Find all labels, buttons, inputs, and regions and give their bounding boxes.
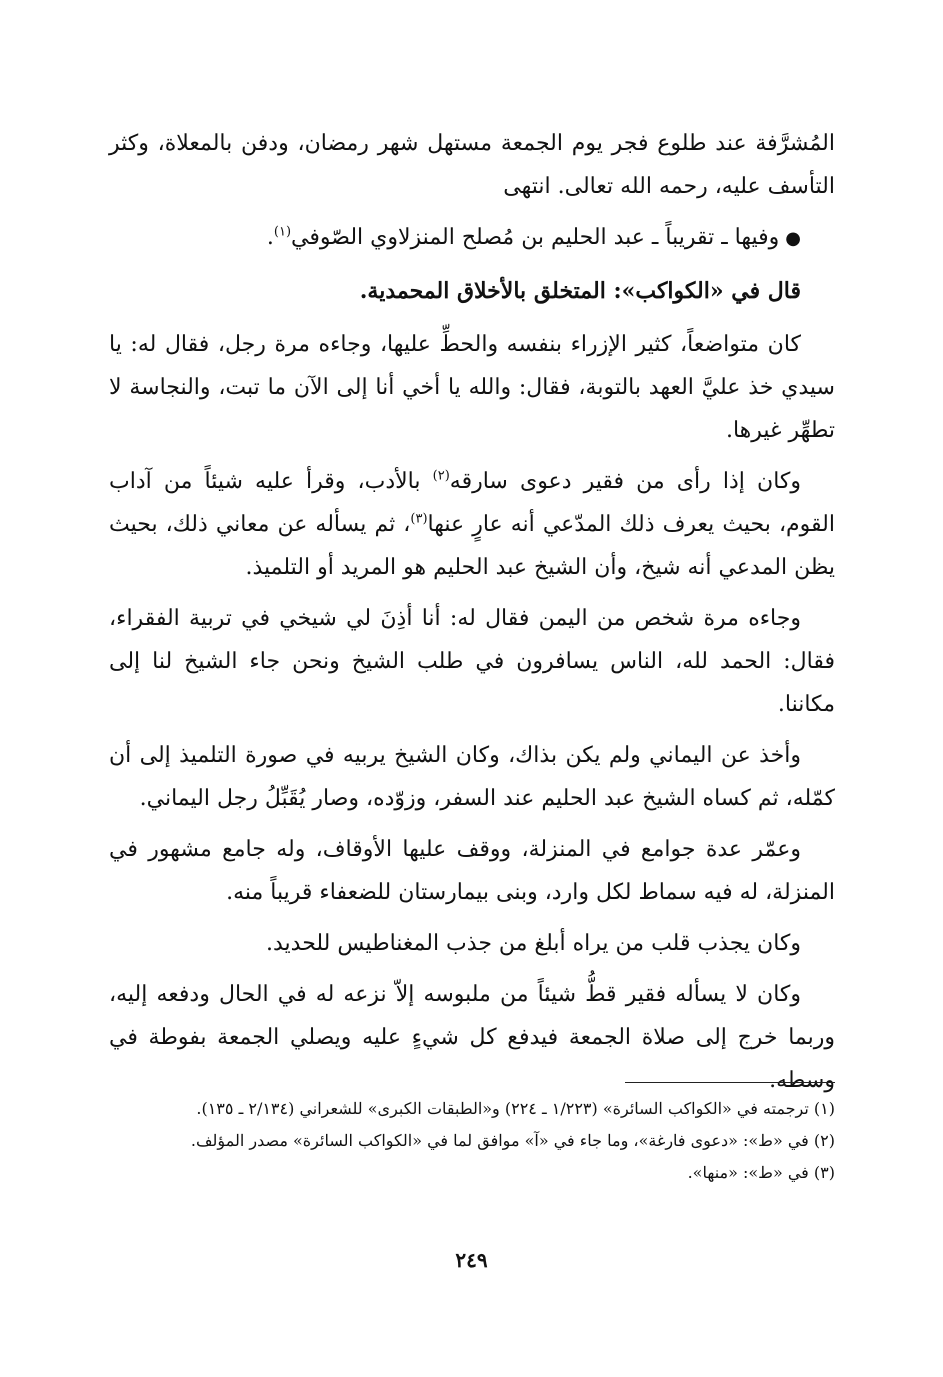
paragraph-1: المُشرَّفة عند طلوع فجر يوم الجمعة مستهل شهر رمضان، ودفن بالمعلاة، وكثر التأسف عليه، رحمه الله تعالى. انتهى [109, 131, 835, 199]
paragraph-6: وعمّر عدة جوامع في المنزلة، ووقف عليها الأوقاف، وله جامع مشهور في المنزلة، له فيه سماط لكل وارد، وبنى بيمارستان للضعفاء قريباً منه. [109, 837, 835, 905]
footnote-divider [625, 1082, 835, 1083]
footnote-2: (٢) في «ط»: «دعوى فارغة»، وما جاء في «آ» موافق لما في «الكواكب السائرة» مصدر المؤلف. [190, 1131, 835, 1150]
paragraph-4: وجاءه مرة شخص من اليمن فقال له: أنا أذِنَ لي شيخي في تربية الفقراء، فقال: الحمد لله، الناس يسافرون في طلب الشيخ ونحن جاء الشيخ لنا إلى مكاننا. [109, 606, 835, 717]
paragraph-7: وكان يجذب قلب من يراه أبلغ من جذب المغناطيس للحديد. [265, 931, 801, 956]
footnote-ref-1[interactable]: (١) [273, 224, 292, 240]
page-number: ٢٤٩ [455, 1248, 488, 1272]
footnote-3: (٣) في «ط»: «منها». [687, 1163, 835, 1182]
section-heading: قال في «الكواكب»: المتخلق بالأخلاق المحمدية. [359, 278, 801, 304]
paragraph-3 [109, 460, 835, 589]
footnote-ref-3[interactable]: (٣) [410, 511, 428, 527]
footnotes [109, 1094, 835, 1190]
paragraph-3-part-b: بالأدب، وقرأ عليه شيئاً من آداب القوم، بحيث يعرف ذلك المدّعي أنه عارٍ عنها [109, 469, 835, 537]
footnote-1: (١) ترجمته في «الكواكب السائرة» (١/٢٢٣ ـ ٢٢٤) و«الطبقات الكبرى» للشعراني (٢/١٣٤ ـ ١٣٥). [196, 1099, 835, 1118]
bullet-entry-text: وفيها ـ تقريباً ـ عبد الحليم بن مُصلح المنزلاوي الصّوفي [291, 225, 780, 250]
bullet-entry-end: . [266, 225, 274, 250]
paragraph-3-part-c: ، ثم يسأله عن معاني ذلك، بحيث يظن المدعي أنه شيخ، وأن الشيخ عبد الحليم هو المريد أو التلميذ. [109, 512, 835, 580]
paragraph-8: وكان لا يسأله فقير قطُّ شيئاً من ملبوسه إلاّ نزعه له في الحال ودفعه إليه، وربما خرج إلى صلاة الجمعة فيدفع كل شيءٍ عليه ويصلي الجمعة بفوطة في وسطه. [109, 982, 835, 1093]
main-text [109, 122, 835, 1110]
paragraph-5: وأخذ عن اليماني ولم يكن بذاك، وكان الشيخ يربيه في صورة التلميذ إلى أن كمّله، ثم كساه الشيخ عبد الحليم عند السفر، وزوّده، وصار يُقَبِّلُ رجل اليماني. [109, 743, 835, 811]
bullet-entry [109, 216, 835, 260]
footnote-ref-2[interactable]: (٢) [432, 468, 450, 484]
paragraph-3-part-a: وكان إذا رأى من فقير دعوى سارقه [449, 469, 801, 494]
bullet-icon: ● [785, 228, 801, 249]
paragraph-2: كان متواضعاً، كثير الإزراء بنفسه والحطِّ عليها، وجاءه مرة رجل، فقال له: يا سيدي خذ عليَّ العهد بالتوبة، فقال: والله يا أخي أنا إلى الآن ما تبت، والنجاسة لا تطهِّر غيرها. [109, 332, 835, 443]
